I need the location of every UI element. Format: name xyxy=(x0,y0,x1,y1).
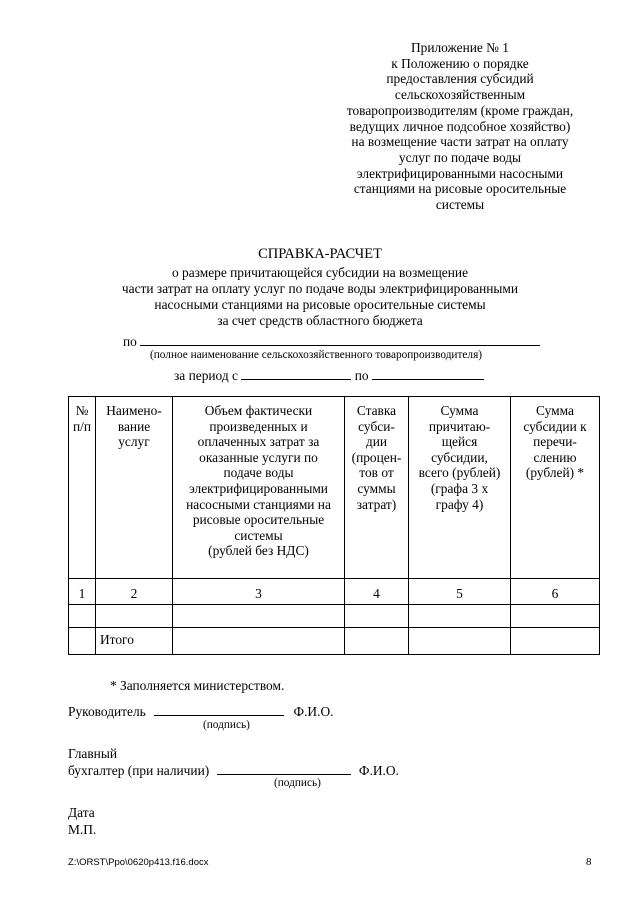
appendix-line: станциями на рисовые оросительные xyxy=(353,181,567,197)
date-label: Дата xyxy=(68,805,95,820)
appendix-line: предоставления субсидий xyxy=(386,71,534,87)
producer-name-field[interactable] xyxy=(140,333,540,346)
head-fio: Ф.И.О. xyxy=(293,704,334,719)
period-to-field[interactable] xyxy=(372,367,484,380)
table-cell[interactable] xyxy=(96,605,173,628)
accountant-fio: Ф.И.О. xyxy=(358,763,399,778)
subtitle-line: части затрат на оплату услуг по подаче воды электрифицированными xyxy=(121,281,519,296)
period-label: за период с xyxy=(174,368,238,383)
seal-label: М.П. xyxy=(68,822,97,837)
footnote: * Заполняется министерством. xyxy=(110,678,285,693)
table-cell[interactable] xyxy=(345,628,409,655)
document-title: СПРАВКА-РАСЧЕТ xyxy=(258,246,382,262)
subtitle-line: о размере причитающейся субсидии на возмещение xyxy=(171,265,469,280)
table-cell xyxy=(69,628,96,655)
header-cell-subsidy-transfer: Сумма субсидии к перечи- слению (рублей) * xyxy=(511,397,600,579)
total-label: Итого xyxy=(96,628,173,655)
subtitle-line: за счет средств областного бюджета xyxy=(217,313,423,328)
file-path: Z:\ORST\Ppo\0620p413.f16.docx xyxy=(68,857,209,868)
table-cell[interactable] xyxy=(511,628,600,655)
by-label: по xyxy=(123,334,137,349)
head-label: Руководитель xyxy=(68,704,146,719)
head-signature-row xyxy=(68,703,333,720)
accountant-signature-row xyxy=(68,762,399,779)
subsidy-table xyxy=(68,396,600,655)
producer-name-row xyxy=(123,333,540,350)
head-signature-field[interactable] xyxy=(154,703,284,716)
header-cell-service: Наимено- вание услуг xyxy=(96,397,173,579)
appendix-line: товаропроизводителям (кроме граждан, xyxy=(346,102,574,118)
table-cell[interactable] xyxy=(345,605,409,628)
table-cell[interactable] xyxy=(409,605,511,628)
table-cell[interactable] xyxy=(409,628,511,655)
header-cell-number: № п/п xyxy=(69,397,96,579)
appendix-line: электрифицированными насосными xyxy=(356,165,564,181)
appendix-line: к Положению о порядке xyxy=(391,55,529,71)
appendix-line: Приложение № 1 xyxy=(410,40,510,55)
appendix-line: ведущих личное подсобное хозяйство) xyxy=(349,118,571,134)
column-number: 5 xyxy=(409,579,511,605)
period-from-field[interactable] xyxy=(241,367,351,380)
appendix-line: системы xyxy=(435,197,485,213)
page-number: 8 xyxy=(586,856,592,868)
appendix-line: на возмещение части затрат на оплату xyxy=(351,134,569,150)
column-number: 3 xyxy=(173,579,345,605)
column-number: 2 xyxy=(96,579,173,605)
accountant-signature-field[interactable] xyxy=(217,762,351,775)
appendix-line: сельскохозяйственным xyxy=(394,87,526,103)
column-number: 6 xyxy=(511,579,600,605)
table-cell[interactable] xyxy=(173,605,345,628)
period-row xyxy=(174,367,484,384)
header-cell-costs: Объем фактически произведенных и оплаченных затрат за оказанные услуги по подаче воды электрифицированными насосными станциями на рисовые оросительные системы (рублей без НДС) xyxy=(173,397,345,579)
document-subtitle xyxy=(60,265,580,329)
table-cell[interactable] xyxy=(69,605,96,628)
head-signature-caption: (подпись) xyxy=(203,719,250,731)
column-number-row xyxy=(69,579,600,605)
header-cell-subsidy-total: Сумма причитаю- щейся субсидии, всего (рублей) (графа 3 х графу 4) xyxy=(409,397,511,579)
subtitle-line: насосными станциями на рисовые оросительные системы xyxy=(154,297,486,312)
column-number: 1 xyxy=(69,579,96,605)
total-row xyxy=(69,628,600,655)
appendix-header xyxy=(300,40,620,213)
accountant-signature-caption: (подпись) xyxy=(274,777,321,789)
accountant-label-line2: бухгалтер (при наличии) xyxy=(68,763,210,778)
period-to-label: по xyxy=(354,368,369,383)
table-cell[interactable] xyxy=(511,605,600,628)
table-row xyxy=(69,605,600,628)
appendix-line: услуг по подаче воды xyxy=(398,149,522,165)
table-header-row xyxy=(69,397,600,579)
accountant-label-line1: Главный xyxy=(68,746,118,761)
table-cell[interactable] xyxy=(173,628,345,655)
header-cell-rate: Ставка субси- дии (процен- тов от суммы затрат) xyxy=(345,397,409,579)
column-number: 4 xyxy=(345,579,409,605)
producer-name-caption: (полное наименование сельскохозяйственного товаропроизводителя) xyxy=(150,349,483,361)
